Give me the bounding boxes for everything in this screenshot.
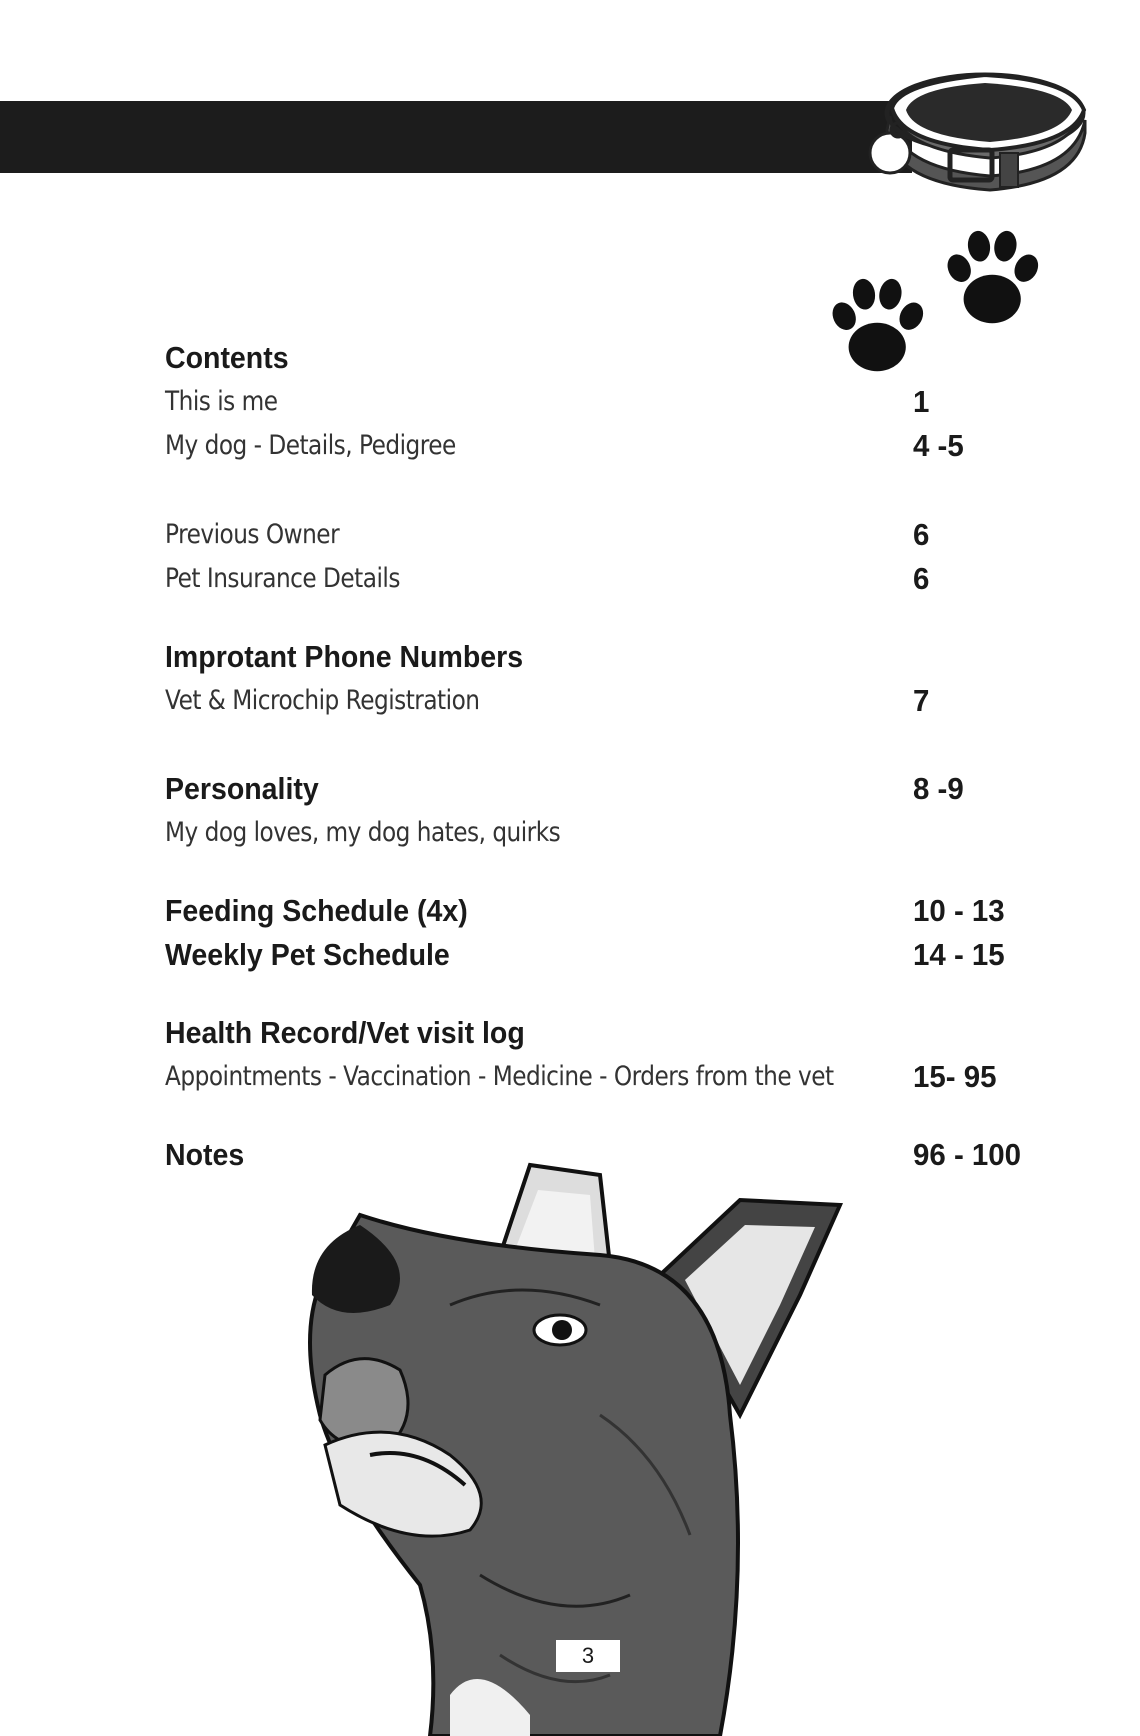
toc-label: My dog loves, my dog hates, quirks [165,817,561,848]
toc-row [165,681,1045,721]
toc-row [165,426,1045,466]
toc-row [165,515,1045,555]
toc-row [165,813,1045,853]
toc-page: 8 -9 [913,771,964,806]
toc-row [165,382,1045,422]
toc-label: Health Record/Vet visit log [165,1015,525,1050]
toc-page: 15- 95 [913,1059,997,1094]
toc-page: 14 - 15 [913,937,1005,972]
toc-section-heading [165,637,1045,677]
toc-label: Feeding Schedule (4x) [165,893,468,928]
toc-label: Personality [165,771,319,806]
toc-section-heading [165,1013,1045,1053]
paw-print-icon [935,222,1045,332]
toc-page: 10 - 13 [913,893,1005,928]
toc-page: 96 - 100 [913,1137,1022,1172]
toc-row [165,559,1045,599]
toc-label: Notes [165,1137,245,1172]
page-number: 3 [556,1640,620,1672]
toc-page: 7 [913,683,930,718]
toc-label: Vet & Microchip Registration [165,685,480,716]
toc-page: 6 [913,561,930,596]
toc-label: Pet Insurance Details [165,563,400,594]
toc-page: 1 [913,384,930,419]
toc-label: This is me [165,386,278,417]
toc-label: Previous Owner [165,519,340,550]
toc-section-heading [165,769,1045,809]
toc-label: Appointments - Vaccination - Medicine - Orders from the vet [165,1061,834,1092]
header-bar [0,101,912,173]
toc-page: 6 [913,517,930,552]
contents-heading: Contents [165,340,289,375]
dog-collar-illustration [840,58,1100,198]
toc-label: My dog - Details, Pedigree [165,430,456,461]
toc-section-heading [165,891,1045,931]
toc-section-heading [165,935,1045,975]
toc-page: 4 -5 [913,428,964,463]
toc-label: Weekly Pet Schedule [165,937,450,972]
toc-label: Improtant Phone Numbers [165,639,524,674]
toc-row [165,1057,1045,1097]
